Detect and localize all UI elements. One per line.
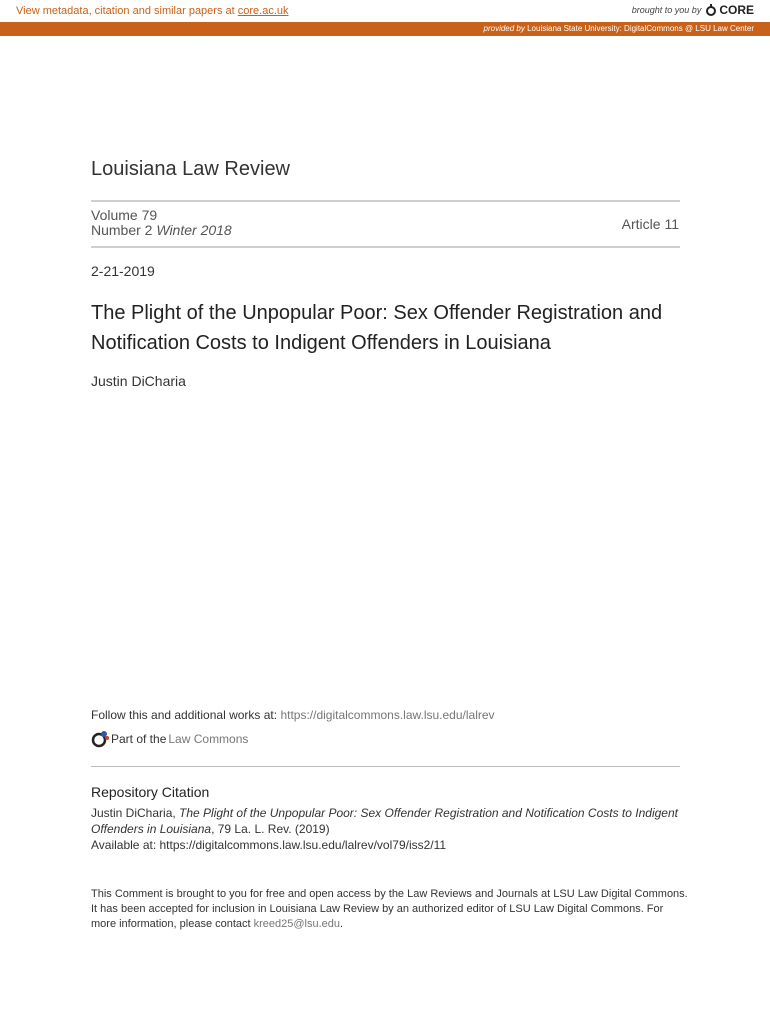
law-commons-link[interactable]: Law Commons [168,732,249,746]
core-logo[interactable]: CORE [705,3,754,17]
volume: Volume 79 [91,207,158,223]
brought-by: brought to you by CORE [631,3,754,17]
number: Number 2 [91,222,153,238]
contact-email-link[interactable]: kreed25@lsu.edu [253,918,341,930]
lalrev-link[interactable]: https://digitalcommons.law.lsu.edu/lalrev [280,708,495,722]
follow-line: Follow this and additional works at: https://digitalcommons.law.lsu.edu/lalrev [91,708,495,722]
volume-info [91,208,232,238]
available-at: Available at: https://digitalcommons.law.lsu.edu/lalrev/vol79/iss2/11 [91,838,447,852]
article-title: The Plight of the Unpopular Poor: Sex Offender Registration and Notification Costs to Indigent Offenders in Louisiana [91,302,663,354]
issue: Winter 2018 [156,222,232,238]
repository-citation-heading: Repository Citation [91,784,210,800]
repository-citation: Justin DiCharia, The Plight of the Unpopular Poor: Sex Offender Registration and Notification Costs to Indigent Offenders in Louisiana, 79 La. L. Rev. (2019) Available at: https://digitalcommons.law.lsu.edu/lalrev/vol79/iss2/11 [91,806,678,852]
provider-text: provided by Louisiana State University: DigitalCommons @ LSU Law Center [483,24,754,33]
divider [91,246,680,248]
access-statement: This Comment is brought to you for free and open access by the Law Reviews and Journals at LSU Law Digital Commons. It has been accepted for inclusion in Louisiana Law Review by an authorized editor of LSU Law Digital Commons. For more information, please contact kreed25@lsu.edu. [91,888,688,930]
network-icon [91,730,109,748]
core-logo-icon [705,4,717,16]
core-metadata-link[interactable]: View metadata, citation and similar papers at core.ac.uk [16,5,289,17]
part-of-line: Part of the Law Commons [91,730,248,748]
author: Justin DiCharia [91,373,186,389]
divider [91,200,680,202]
provider-bar [0,22,770,36]
publication-date: 2-21-2019 [91,263,155,279]
core-banner [0,0,770,22]
article-number: Article 11 [621,216,679,232]
journal-title: Louisiana Law Review [91,158,291,180]
divider [91,766,680,767]
